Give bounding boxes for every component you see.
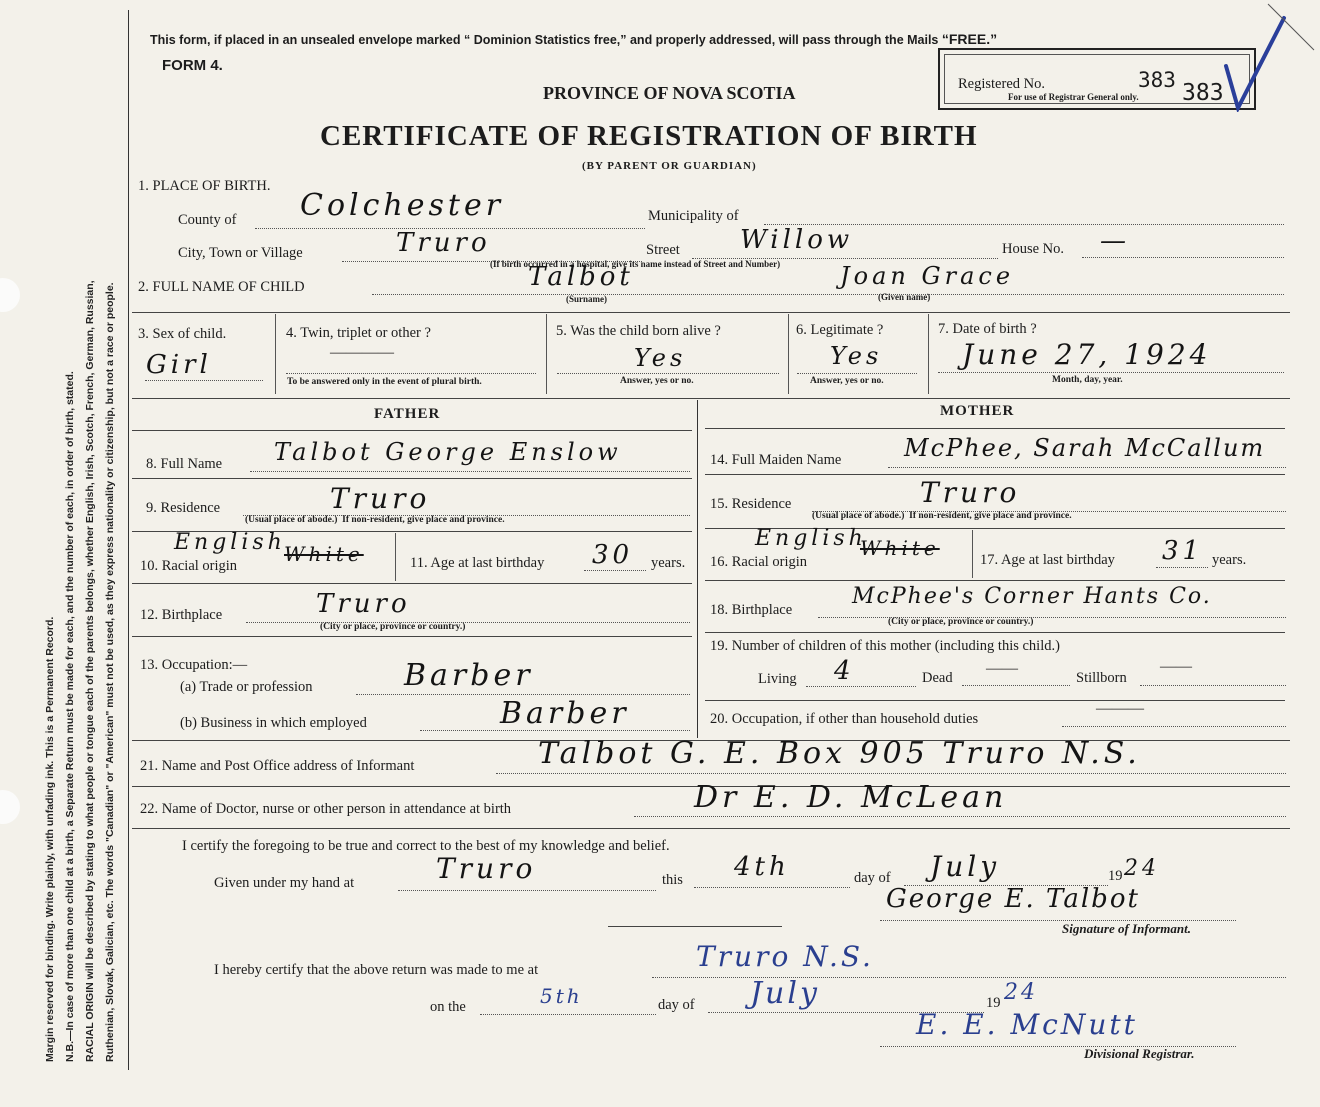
- postal-notice: This form, if placed in an unsealed envelope marked “ Dominion Statistics free,” and properly addressed, will pass through the Mails “FREE.”: [150, 31, 998, 47]
- born-alive-label: 5. Was the child born alive ?: [556, 323, 721, 339]
- child-given-name: Joan Grace: [840, 262, 1015, 290]
- mother-occupation-label: 20. Occupation, if other than household duties: [710, 711, 979, 727]
- father-name-value: Talbot George Enslow: [274, 438, 622, 466]
- father-racial-origin-value: English: [174, 530, 286, 555]
- stillborn-value: ——: [1160, 658, 1192, 675]
- father-racial-origin-label: 10. Racial origin: [140, 558, 238, 574]
- house-number-label: House No.: [1002, 241, 1065, 257]
- occupation-label: 13. Occupation:—: [140, 657, 248, 673]
- corner-fold: [1262, 0, 1320, 60]
- registrar-place-value: Truro N.S.: [696, 940, 874, 973]
- mother-heading: MOTHER: [940, 403, 1015, 419]
- given-dayof-label: day of: [854, 870, 891, 886]
- legitimate-label: 6. Legitimate ?: [796, 322, 884, 338]
- punch-hole: [0, 278, 20, 312]
- father-birthplace-note: (City or place, province or country.): [320, 622, 466, 632]
- form-number: FORM 4.: [162, 57, 223, 74]
- registered-note: For use of Registrar General only.: [1008, 92, 1139, 102]
- registered-number-stamp: 383: [1182, 80, 1224, 106]
- registrar-signature: E. E. McNutt: [916, 1008, 1138, 1041]
- informant-signature: George E. Talbot: [886, 884, 1140, 914]
- binding-margin: [0, 0, 128, 1107]
- father-residence-value: Truro: [330, 482, 431, 515]
- trade-label: (a) Trade or profession: [180, 679, 313, 695]
- margin-note-3: RACIAL ORIGIN will be described by stating to what people or tongue each of the parents belongs, whether English, Irish, Scotch, French, German, Russian,: [84, 280, 96, 1062]
- certificate-title: CERTIFICATE OF REGISTRATION OF BIRTH: [320, 120, 978, 152]
- mother-racial-origin-label: 16. Racial origin: [710, 554, 808, 570]
- certify-statement: I certify the foregoing to be true and correct to the best of my knowledge and belief.: [182, 838, 670, 854]
- legitimate-value: Yes: [830, 342, 883, 370]
- this-label: this: [662, 872, 683, 888]
- house-number-value: —: [1100, 226, 1130, 256]
- born-alive-note: Answer, yes or no.: [620, 376, 694, 386]
- given-year-prefix: 19: [1108, 868, 1123, 884]
- mother-name-label: 14. Full Maiden Name: [710, 452, 842, 468]
- mother-birthplace-value: McPhee's Corner Hants Co.: [852, 584, 1212, 609]
- mother-residence-note: (Usual place of abode.) If non-resident, give place and province.: [812, 511, 1072, 521]
- father-residence-label: 9. Residence: [146, 500, 221, 516]
- certificate-subtitle: (BY PARENT OR GUARDIAN): [582, 160, 757, 172]
- registered-label: Registered No.: [958, 76, 1045, 92]
- registrar-dayof-label: day of: [658, 997, 695, 1013]
- twin-label: 4. Twin, triplet or other ?: [286, 325, 431, 341]
- on-the-label: on the: [430, 999, 466, 1015]
- stillborn-label: Stillborn: [1076, 670, 1127, 686]
- margin-note-2: N.B.—In case of more than one child at a birth, a Separate Return must be made for each, and the number of each, in order of birth, stated.: [64, 371, 76, 1062]
- mother-name-value: McPhee, Sarah McCallum: [904, 434, 1266, 462]
- birth-date-value: June 27, 1924: [962, 338, 1212, 371]
- birth-date-label: 7. Date of birth ?: [938, 321, 1037, 337]
- given-month-value: July: [930, 850, 1001, 883]
- registrar-year-value: 24: [1004, 980, 1038, 1005]
- mother-birthplace-label: 18. Birthplace: [710, 602, 793, 618]
- child-name-label: 2. FULL NAME OF CHILD: [138, 279, 305, 295]
- father-residence-note: (Usual place of abode.) If non-resident, give place and province.: [245, 515, 505, 525]
- margin-note-4: Ruthenian, Slovak, Galician, etc. The words "Canadian" or "American" must not be used, as they express nationality or citizenship, but not a race or people.: [104, 282, 116, 1062]
- given-name-caption: (Given name): [878, 292, 931, 302]
- father-age-value: 30: [592, 540, 634, 570]
- mother-age-label: 17. Age at last birthday: [980, 552, 1115, 568]
- informant-signature-caption: Signature of Informant.: [1062, 921, 1191, 936]
- informant-value: Talbot G. E. Box 905 Truro N.S.: [538, 736, 1141, 771]
- dead-label: Dead: [922, 670, 953, 686]
- living-label: Living: [758, 671, 797, 687]
- registrar-caption: Divisional Registrar.: [1084, 1046, 1195, 1061]
- registrar-day-value: 5th: [540, 984, 583, 1008]
- father-racial-origin-struck: White: [284, 542, 364, 566]
- city-label: City, Town or Village: [178, 245, 303, 261]
- county-label: County of: [178, 212, 237, 228]
- street-value: Willow: [740, 225, 854, 255]
- mother-age-value: 31: [1162, 536, 1204, 566]
- legitimate-note: Answer, yes or no.: [810, 376, 884, 386]
- father-age-years: years.: [651, 555, 686, 571]
- registrar-statement: I hereby certify that the above return was made to me at: [214, 962, 539, 978]
- father-name-label: 8. Full Name: [146, 456, 223, 472]
- municipality-label: Municipality of: [648, 208, 739, 224]
- county-value: Colchester: [300, 188, 505, 223]
- registered-number: 383: [1138, 68, 1176, 92]
- twin-note: To be answered only in the event of plural birth.: [287, 377, 482, 387]
- mother-residence-label: 15. Residence: [710, 496, 792, 512]
- mother-birthplace-note: (City or place, province or country.): [888, 617, 1034, 627]
- given-place-value: Truro: [436, 852, 537, 885]
- surname-caption: (Surname): [566, 294, 607, 304]
- doctor-value: Dr E. D. McLean: [694, 780, 1008, 815]
- margin-rule: [128, 10, 129, 1070]
- informant-label: 21. Name and Post Office address of Informant: [140, 758, 415, 774]
- father-birthplace-value: Truro: [316, 589, 411, 619]
- living-value: 4: [834, 656, 855, 686]
- given-under-label: Given under my hand at: [214, 875, 355, 891]
- children-count-label: 19. Number of children of this mother (including this child.): [710, 638, 1060, 654]
- mother-occupation-value: ———: [1096, 700, 1144, 717]
- city-value: Truro: [396, 228, 491, 258]
- business-value: Barber: [500, 696, 630, 731]
- registered-number-box: [938, 48, 1256, 110]
- given-day-value: 4th: [734, 852, 790, 882]
- dead-value: ——: [986, 660, 1018, 677]
- street-label: Street: [646, 242, 680, 258]
- father-age-label: 11. Age at last birthday: [410, 555, 545, 571]
- sex-value: Girl: [146, 350, 212, 380]
- born-alive-value: Yes: [634, 344, 687, 372]
- birth-date-note: Month, day, year.: [1052, 375, 1123, 385]
- trade-value: Barber: [404, 658, 534, 693]
- hospital-note: (If birth occurred in a hospital, give its name instead of Street and Number): [490, 259, 781, 269]
- father-heading: FATHER: [374, 406, 441, 422]
- father-birthplace-label: 12. Birthplace: [140, 607, 223, 623]
- margin-note-1: Margin reserved for binding. Write plainly, with unfading ink. This is a Permanent Record.: [44, 616, 56, 1062]
- punch-hole: [0, 790, 20, 824]
- mother-residence-value: Truro: [920, 476, 1021, 509]
- child-surname: Talbot: [528, 262, 634, 292]
- business-label: (b) Business in which employed: [180, 715, 367, 731]
- given-year-value: 24: [1124, 856, 1160, 881]
- registrar-month-value: July: [750, 976, 820, 1011]
- place-of-birth-label: 1. PLACE OF BIRTH.: [138, 178, 271, 194]
- mother-age-years: years.: [1212, 552, 1247, 568]
- registrar-year-prefix: 19: [986, 995, 1001, 1011]
- sex-label: 3. Sex of child.: [138, 326, 227, 342]
- doctor-label: 22. Name of Doctor, nurse or other person in attendance at birth: [140, 801, 512, 817]
- twin-value: ————: [330, 344, 394, 361]
- province-heading: PROVINCE OF NOVA SCOTIA: [543, 83, 796, 103]
- mother-racial-origin-value: English: [755, 526, 867, 551]
- mother-racial-origin-struck: White: [860, 536, 940, 560]
